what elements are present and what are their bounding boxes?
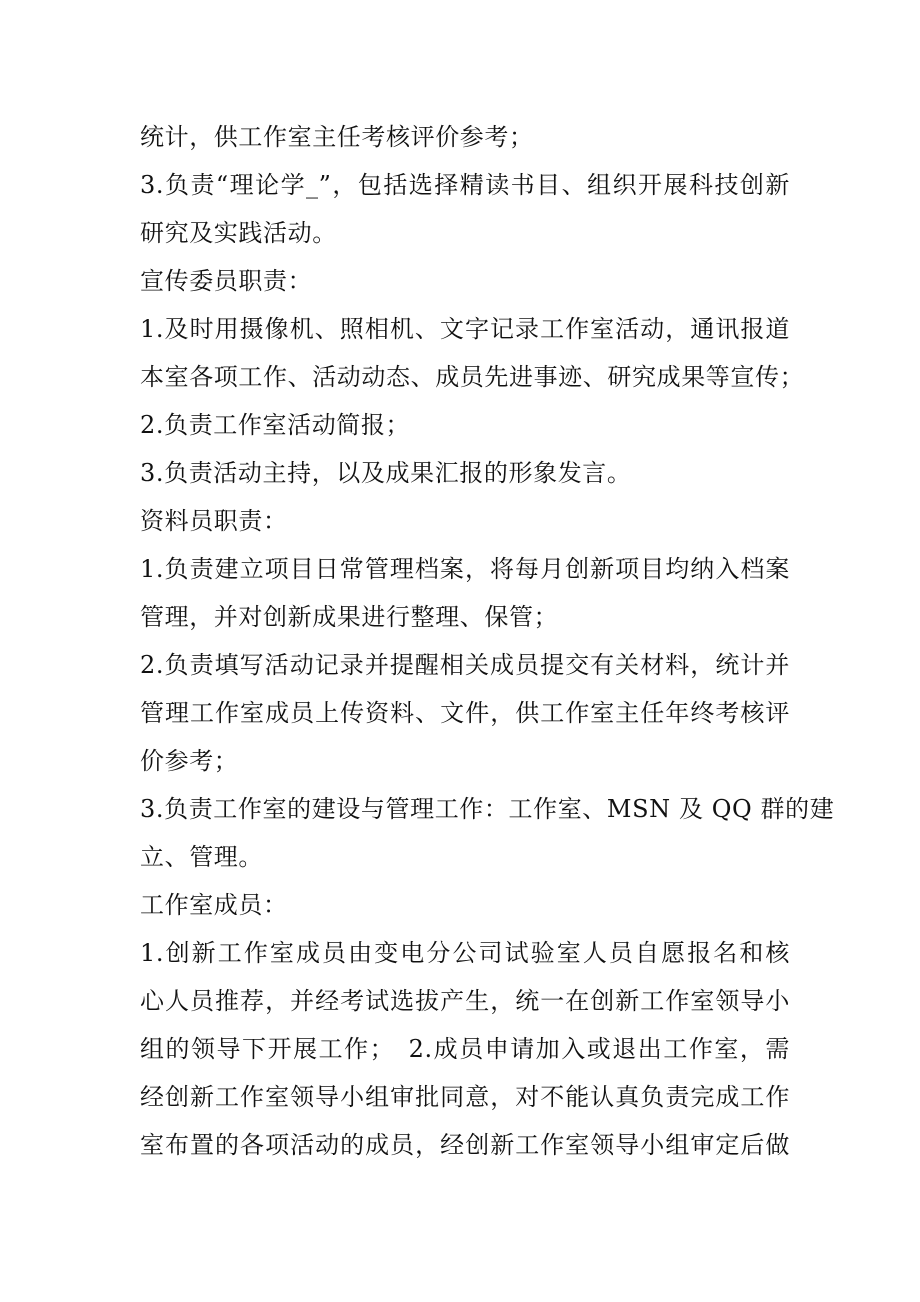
text-line: 1.负责建立项目日常管理档案，将每月创新项目均纳入档案 — [140, 555, 790, 583]
text-line: 管理，并对创新成果进行整理、保管； — [140, 603, 559, 631]
section-heading: 工作室成员： — [140, 891, 288, 919]
text-line: 组的领导下开展工作； 2.成员申请加入或退出工作室，需 — [140, 1035, 790, 1063]
text-line: 管理工作室成员上传资料、文件，供工作室主任年终考核评 — [140, 699, 790, 727]
text-line: 3.负责“理论学_”，包括选择精读书目、组织开展科技创新 — [140, 171, 790, 199]
text-line: 3.负责工作室的建设与管理工作：工作室、MSN 及 QQ 群的建 — [140, 795, 835, 823]
text-line: 2.负责填写活动记录并提醒相关成员提交有关材料，统计并 — [140, 651, 790, 679]
text-line: 2.负责工作室活动简报； — [140, 411, 411, 439]
text-line: 本室各项工作、活动动态、成员先进事迹、研究成果等宣传； — [140, 363, 805, 391]
text-line: 1.创新工作室成员由变电分公司试验室人员自愿报名和核 — [140, 939, 790, 967]
text-line: 1.及时用摄像机、照相机、文字记录工作室活动，通讯报道 — [140, 315, 790, 343]
text-line: 统计，供工作室主任考核评价参考； — [140, 123, 534, 151]
section-heading: 资料员职责： — [140, 507, 288, 535]
text-line: 立、管理。 — [140, 843, 263, 871]
text-line: 经创新工作室领导小组审批同意，对不能认真负责完成工作 — [140, 1083, 790, 1111]
text-line: 研究及实践活动。 — [140, 219, 337, 247]
text-line: 心人员推荐，并经考试选拔产生，统一在创新工作室领导小 — [140, 987, 790, 1015]
section-heading: 宣传委员职责： — [140, 267, 313, 295]
text-line: 3.负责活动主持，以及成果汇报的形象发言。 — [140, 459, 632, 487]
text-line: 价参考； — [140, 747, 239, 775]
text-line: 室布置的各项活动的成员，经创新工作室领导小组审定后做 — [140, 1131, 790, 1159]
